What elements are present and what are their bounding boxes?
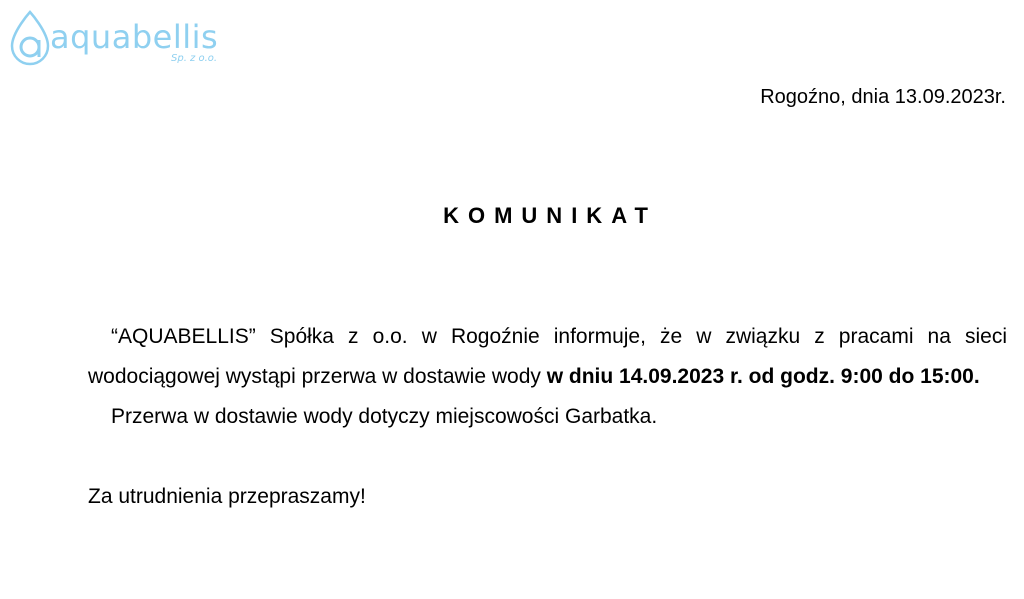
closing-line: Za utrudnienia przepraszamy! — [88, 485, 366, 508]
document-title: KOMUNIKAT — [443, 203, 657, 228]
location-paragraph: Przerwa w dostawie wody dotyczy miejscowości Garbatka. — [111, 405, 658, 428]
announcement-paragraph — [88, 317, 1007, 397]
company-logo — [6, 10, 236, 68]
logo-subtitle: Sp. z o.o. — [171, 53, 218, 64]
logo-wordmark: aquabellis — [50, 18, 219, 56]
document-body — [88, 317, 1007, 517]
outage-time: w dniu 14.09.2023 r. od godz. 9:00 do 15:00. — [546, 365, 980, 388]
water-drop-icon — [6, 10, 54, 68]
date-line: Rogoźno, dnia 13.09.2023r. — [760, 86, 1006, 108]
announcement-text: “AQUABELLIS” Spółka z o.o. w Rogoźnie informuje, że w związku z pracami na sieci wodociągowej wystąpi przerwa w dostawie wody — [88, 325, 1007, 388]
